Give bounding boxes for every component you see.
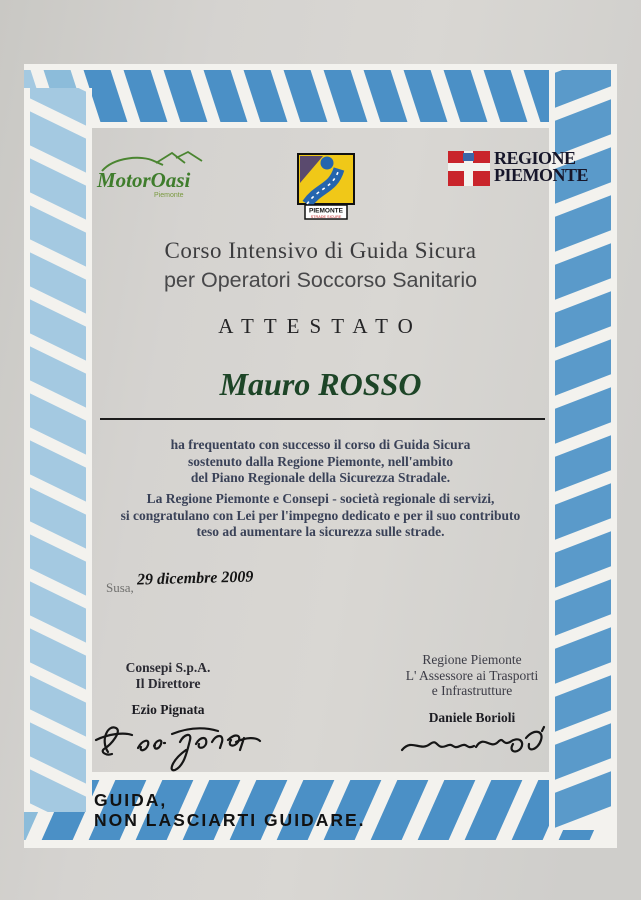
border-stripes-left (24, 88, 92, 812)
slogan-line2: NON LASCIARTI GUIDARE. (94, 810, 366, 830)
signature-ezio-pignata (92, 716, 262, 779)
body-p2-line1: La Regione Piemonte e Consepi - società regionale di servizi, (146, 491, 495, 506)
signer-left-org: Consepi S.p.A. (125, 660, 211, 675)
body-p2-line3: teso ad aumentare la sicurezza sulle strade. (196, 524, 445, 539)
course-title-line1: Corso Intensivo di Guida Sicura (164, 238, 477, 263)
border-stripe (164, 70, 208, 122)
border-stripe (465, 780, 523, 840)
signer-right-block (392, 652, 552, 725)
border-stripe (555, 483, 611, 539)
regione-piemonte-logo (448, 148, 588, 188)
border-stripes-top (24, 64, 617, 128)
signature-daniele-borioli (398, 720, 550, 771)
border-stripe (124, 70, 168, 122)
strade-sicure-logo (297, 153, 355, 225)
strade-sicure-label1: PIEMONTE (309, 207, 343, 215)
border-stripe (244, 70, 288, 122)
body-p1-line1: ha frequentato con successo il corso di Guida Sicura (170, 437, 471, 452)
slogan-line1: GUIDA, (94, 790, 168, 810)
motoroasi-logo (92, 150, 214, 207)
border-stripe (555, 579, 611, 635)
name-underline (100, 418, 545, 420)
recipient-name: Mauro ROSSO (219, 366, 422, 402)
regione-label-line2: PIEMONTE (494, 165, 589, 185)
body-paragraph-2 (100, 491, 541, 541)
body-paragraph-1 (100, 437, 541, 487)
border-stripe (555, 243, 611, 299)
border-stripe (555, 531, 611, 587)
border-stripe (555, 723, 611, 779)
signer-right-name: Daniele Borioli (428, 709, 516, 725)
motoroasi-mountain-icon (156, 152, 202, 163)
issue-date: 29 dicembre 2009 (136, 568, 254, 589)
border-stripe (484, 70, 528, 122)
body-p1-line2: sostenuto dalla Regione Piemonte, nell'ambito (187, 453, 454, 469)
strade-sicure-label2: STRADE SICURE (310, 214, 342, 219)
border-stripe (324, 70, 368, 122)
border-stripe (555, 387, 611, 443)
border-stripe (555, 291, 611, 347)
motoroasi-sublabel: Piemonte (154, 192, 184, 199)
issue-place: Susa, (106, 580, 134, 595)
border-stripe (555, 627, 611, 683)
signer-left-block (88, 660, 248, 718)
signer-right-role2: e Infrastrutture (431, 683, 513, 698)
border-stripe (444, 70, 488, 122)
border-stripe (284, 70, 328, 122)
slogan (94, 790, 366, 830)
border-stripe (204, 70, 248, 122)
border-stripe (555, 195, 611, 251)
border-stripe (371, 780, 429, 840)
signer-right-org: Regione Piemonte (422, 652, 522, 667)
signer-left-role: Il Direttore (135, 675, 201, 691)
regione-label-line1: REGIONE (494, 148, 576, 168)
border-stripe (418, 780, 476, 840)
border-stripe (364, 70, 408, 122)
border-stripe (555, 435, 611, 491)
border-stripe (555, 771, 611, 827)
signer-left-name: Ezio Pignata (131, 702, 205, 717)
regione-shield-icon (448, 148, 490, 188)
attestato-heading: ATTESTATO (218, 314, 423, 338)
strade-sicure-head-icon (321, 157, 334, 170)
signer-right-role1: L' Assessore ai Trasporti (405, 667, 539, 683)
motoroasi-label: MotorOasi (97, 168, 191, 192)
body-p1-line3: del Piano Regionale della Sicurezza Stradale. (190, 470, 451, 485)
course-title-line2: per Operatori Soccorso Sanitario (163, 268, 478, 292)
border-stripe (555, 339, 611, 395)
body-p2-line2: si congratulano con Lei per l'impegno dedicato e per il suo contributo (120, 507, 521, 523)
border-stripe (555, 675, 611, 731)
border-stripe (404, 70, 448, 122)
